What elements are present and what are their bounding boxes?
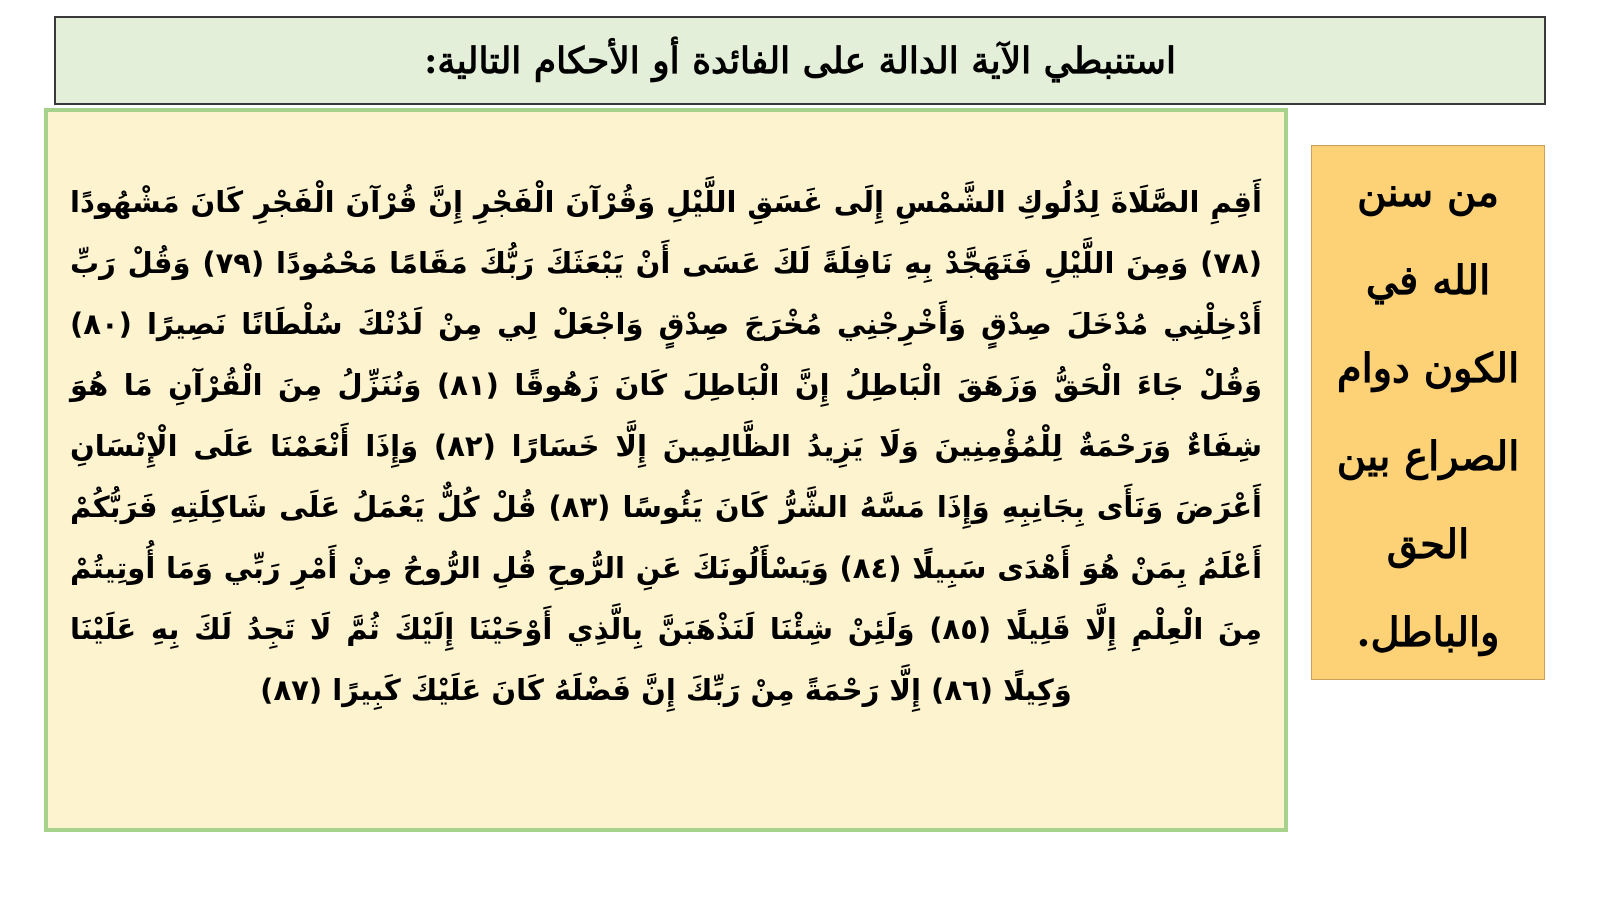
ruling-note-line-6: والباطل. bbox=[1356, 608, 1500, 656]
ruling-note-card bbox=[1311, 145, 1545, 680]
ruling-note-line-4: الصراع بين bbox=[1336, 432, 1520, 480]
quran-verses-panel bbox=[44, 108, 1288, 832]
ruling-note-line-2: الله في bbox=[1365, 256, 1491, 304]
ruling-note-line-3: الكون دوام bbox=[1336, 344, 1520, 392]
ruling-note-line-1: من سنن bbox=[1357, 168, 1499, 216]
instruction-banner bbox=[54, 16, 1546, 105]
instruction-title: استنبطي الآية الدالة على الفائدة أو الأحكام التالية: bbox=[424, 39, 1176, 82]
ruling-note-text bbox=[1337, 149, 1520, 677]
quran-verses-text: أَقِمِ الصَّلَاةَ لِدُلُوكِ الشَّمْسِ إِلَى غَسَقِ اللَّيْلِ وَقُرْآنَ الْفَجْرِ إِنَّ قُرْآنَ الْفَجْرِ كَانَ مَشْهُودًا (٧٨) وَمِنَ اللَّيْلِ فَتَهَجَّدْ بِهِ نَافِلَةً لَكَ عَسَى أَنْ يَبْعَثَكَ رَبُّكَ مَقَامًا مَحْمُودًا (٧٩) وَقُلْ رَبِّ أَدْخِلْنِي مُدْخَلَ صِدْقٍ وَأَخْرِجْنِي مُخْرَجَ صِدْقٍ وَاجْعَلْ لِي مِنْ لَدُنْكَ سُلْطَانًا نَصِيرًا (٨٠) وَقُلْ جَاءَ الْحَقُّ وَزَهَقَ الْبَاطِلُ إِنَّ الْبَاطِلَ كَانَ زَهُوقًا (٨١) وَنُنَزِّلُ مِنَ الْقُرْآنِ مَا هُوَ شِفَاءٌ وَرَحْمَةٌ لِلْمُؤْمِنِينَ وَلَا يَزِيدُ الظَّالِمِينَ إِلَّا خَسَارًا (٨٢) وَإِذَا أَنْعَمْنَا عَلَى الْإِنْسَانِ أَعْرَضَ وَنَأَى بِجَانِبِهِ وَإِذَا مَسَّهُ الشَّرُّ كَانَ يَئُوسًا (٨٣) قُلْ كُلٌّ يَعْمَلُ عَلَى شَاكِلَتِهِ فَرَبُّكُمْ أَعْلَمُ بِمَنْ هُوَ أَهْدَى سَبِيلًا (٨٤) وَيَسْأَلُونَكَ عَنِ الرُّوحِ قُلِ الرُّوحُ مِنْ أَمْرِ رَبِّي وَمَا أُوتِيتُمْ مِنَ الْعِلْمِ إِلَّا قَلِيلًا (٨٥) وَلَئِنْ شِئْنَا لَنَذْهَبَنَّ بِالَّذِي أَوْحَيْنَا إِلَيْكَ ثُمَّ لَا تَجِدُ لَكَ بِهِ عَلَيْنَا وَكِيلًا (٨٦) إِلَّا رَحْمَةً مِنْ رَبِّكَ إِنَّ فَضْلَهُ كَانَ عَلَيْكَ كَبِيرًا (٨٧) bbox=[70, 185, 1263, 707]
ruling-note-line-5: الحق bbox=[1386, 520, 1470, 568]
